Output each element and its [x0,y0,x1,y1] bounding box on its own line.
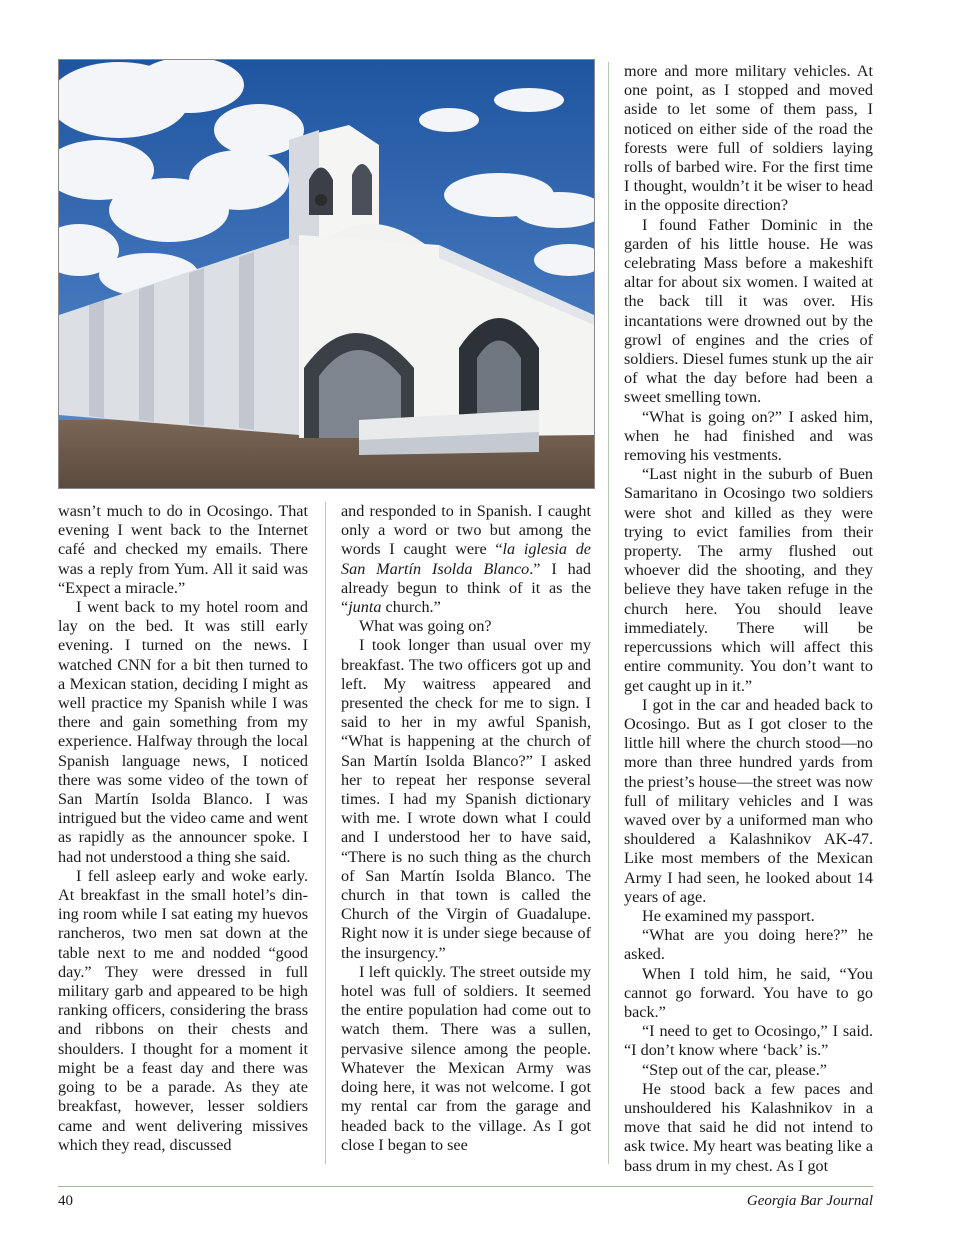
text-run: When I told him, he said, “You cannot go forward. You have to go back.” [624,964,873,1021]
text-run: He examined my passport. [642,906,815,925]
paragraph [58,867,308,1155]
text-run: wasn’t much to do in Ocosingo. That evening I went back to the Internet café and checked my emails. There was a reply from Yum. All it said was “Expect a miracle.” [58,502,308,597]
paragraph [624,465,873,695]
bell [315,194,327,206]
paragraph [624,1022,873,1060]
text-run: I fell asleep early and woke early. At breakfast in the small hotel’s dining room while I sat eating my huevos rancheros, two men sat down at the table next to me and nodded “good day.” They were dressed in full military garb and appeared to be high ranking officers, considering the brass and ribbons on their chests and shoulders. I thought for a moment it might be a feast day and there was going to be a parade. As they ate breakfast, however, lesser soldiers came and went delivering missives which they read, discussed [58,866,308,1154]
page-number: 40 [58,1193,73,1209]
paragraph [624,1080,873,1176]
paragraph [624,965,873,1023]
paragraph [624,62,873,216]
italic-text: junta [348,598,382,617]
text-run: I left quickly. The street outside my hotel was full of soldiers. It seemed the entire population had come out to watch them. There was a sullen, pervasive silence among the people. Whatever the Mexican Army was doing here, it was not welcome. I got my rental car from the garage and headed back to the village. As I got close I began to see [341,962,591,1154]
column-divider [608,62,609,1164]
text-run: and responded to in Spanish. I caught only a word or two but among the words I caught were “ [341,502,591,559]
column-divider [325,502,326,1164]
paragraph [341,963,591,1155]
paragraph [341,617,591,636]
church-photo [58,59,595,489]
bell-arch [309,168,333,216]
paragraph [341,502,591,617]
text-run: “What is going on?” I asked him, when he had finished and was removing his vestments. [624,407,873,465]
text-run: I took longer than usual over my breakfast. The two officers got up and left. My waitress appeared and presented the check for me to sign. I said to her in my awful Spanish, “What is happening at the church of San Martín Isolda Blanco?” I asked her to repeat her response several times. I had my Spanish dictionary with me. I wrote down what I could and I understood her to have said, “There is no such thing as the church of San Martín Isolda Blanco. The church in that town is called the Church of the Virgin of Guadalupe. Right now it is under siege because of the insurgency.” [341,636,591,962]
paragraph [341,636,591,962]
article-column-3 [624,62,873,1176]
footer-rule [58,1186,873,1187]
journal-title: Georgia Bar Journal [746,1193,873,1209]
italic-text: la iglesia de San Martín Isolda Blanco [341,540,591,578]
paragraph [624,408,873,466]
text-run: “I need to get to Ocosingo,” I said. “I don’t know where ‘back’ is.” [624,1022,873,1060]
text-run: .” I had already begun to think of it as the “ [341,559,591,617]
text-run: “Step out of the car, please.” [642,1060,827,1079]
text-run: What was going on? [359,617,492,636]
article-column-1 [58,502,308,1155]
article-column-2 [341,502,591,1155]
paragraph [58,502,308,598]
text-run: church.” [381,598,441,617]
text-run: He stood back a few paces and unshouldered his Kalashnikov in a move that said he did not intend to ask twice. My heart was beating like a bass drum in my chest. As I got [624,1079,873,1175]
paragraph [58,598,308,867]
text-run: I got in the car and headed back to Ocosingo. But as I got closer to the little hill where the church stood—no more than three hundred yards from the priest’s house—the street was now full of military vehicles and I was waved over by a uniformed man who shouldered a Kalashnikov AK-47. Like most members of the Mexican Army I had seen, he looked about 14 years of age. [624,695,873,906]
paragraph [624,926,873,964]
text-run: I found Father Dominic in the garden of his little house. He was celebrating Mass before a makeshift altar for about six women. I waited at the back till it was over. His incantations were drowned out by the growl of engines and the cries of soldiers. Diesel fumes stunk up the air of what the day before had been a sweet smelling town. [624,215,873,407]
text-run: more and more military vehicles. At one point, as I stopped and moved aside to let some of them pass, I noticed on either side of the road the forests were full of soldiers laying rolls of barbed wire. For the first time I thought, wouldn’t it be wiser to head in the opposite direction? [624,62,873,215]
text-run: “What are you doing here?” he asked. [624,926,873,964]
church-illustration [59,60,594,488]
text-run: “Last night in the suburb of Buen Samaritano in Ocosingo two soldiers were shot and killed as they were trying to evict families from their property. The army flushed out whoever did the shooting, and they believe they have taken refuge in the church here. You should leave immediately. There will be repercussions which will affect this entire community. You don’t want to get caught up in it.” [624,465,873,695]
paragraph [624,907,873,926]
paragraph [624,1061,873,1080]
text-run: I went back to my hotel room and lay on the bed. It was still early evening. I turned on the news. I watched CNN for a bit then turned to a Mexican station, deciding I might as well practice my Spanish while I was there and gain something from my experience. Halfway through the local Spanish language news, I noticed there was some video of the town of San Martín Isolda Blanco. I was intrigued but the video came and went as rapidly as the announcer spoke. I had not understood a thing she said. [58,598,308,866]
paragraph [624,696,873,907]
paragraph [624,216,873,408]
